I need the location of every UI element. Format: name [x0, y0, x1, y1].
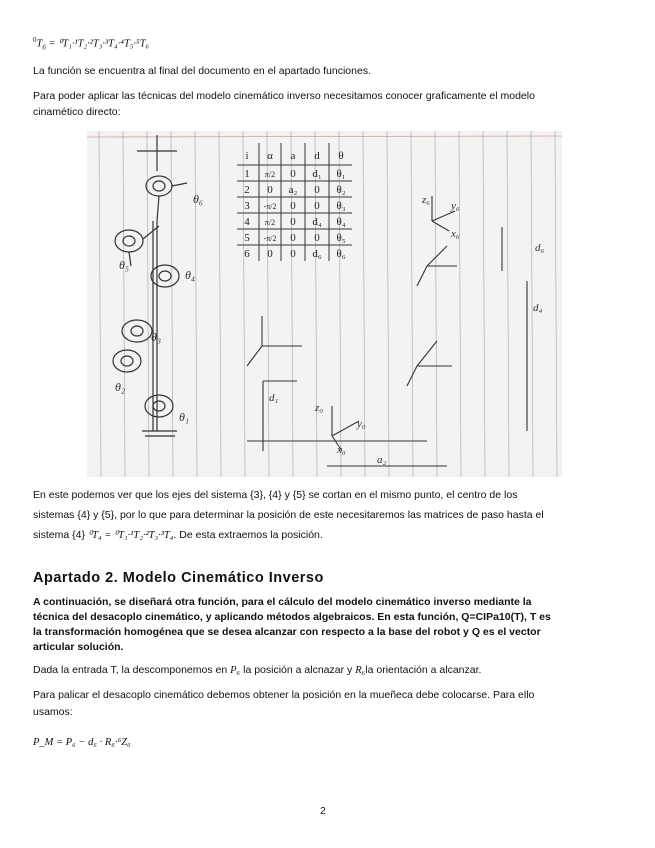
dh-cell: d₆ [312, 248, 322, 260]
math-r6: R₆ [355, 665, 366, 676]
dh-cell: θ₅ [336, 232, 346, 244]
equation-0T4: ⁰T₄ = ⁰T₁·¹T₂·²T₃·³T₄ [87, 530, 174, 541]
paragraph-entrada-post: la orientación a alcanzar. [365, 664, 482, 676]
dh-cell: θ₁ [336, 168, 346, 180]
paragraph-entrada-mid: la posición a alcnazar y [243, 664, 353, 676]
dh-cell: 1 [244, 168, 250, 180]
paragraph-ejes-line2: sistemas {4} y {5}, por lo que para determinar la posición de este necesitaremos las matrices de paso hasta el [33, 509, 544, 521]
paragraph-intro-line2: cinamético directo: [33, 106, 121, 118]
paragraph-desacoplo-line2: usamos: [33, 706, 73, 718]
theta5-label: θ₅ [119, 258, 130, 272]
hand-drawn-sketch-photo [87, 131, 562, 477]
theta4-label: θ₄ [185, 268, 196, 282]
dh-header-theta: θ [338, 150, 344, 162]
theta3-label: θ₃ [151, 330, 162, 344]
equation-0T6: $^0T_6 = ^0T_1\cdot^1T_2\cdot^2T_3\cdot^3T_4\cdot^4T_5\cdot^5T_6$ [33, 36, 150, 52]
bold-paragraph-line1: A continuación, se diseñará otra función, para el cálculo del modelo cinemático inverso mediante la [33, 596, 532, 608]
paragraph-entrada [33, 662, 481, 679]
paragraph-ejes-line3-post: . De esta extraemos la posición. [173, 529, 323, 541]
bold-paragraph-line4: articular solución. [33, 641, 124, 653]
theta2-label: θ₂ [115, 380, 126, 394]
dh-cell: 0 [290, 232, 296, 244]
bold-paragraph-line3: la transformación homogénea que se desea alcanzar con respecto a la base del robot y Q es el vector [33, 626, 541, 638]
paragraph-desacoplo-line1: Para palicar el desacoplo cinemático debemos obtener la posición en la mueñeca debe colocarse. Para ello [33, 689, 535, 701]
dh-cell: a₂ [288, 184, 298, 196]
x6-axis-label: x₆ [451, 228, 460, 240]
paragraph-intro-line1: Para poder aplicar las técnicas del modelo cinemático inverso necesitamos conocer graficamente el modelo [33, 90, 535, 102]
paragraph-funcion: La función se encuentra al final del documento en el apartado funciones. [33, 65, 371, 77]
dh-cell: π/2 [264, 218, 276, 227]
theta1-label: θ₁ [179, 410, 190, 424]
section-title: Apartado 2. Modelo Cinemático Inverso [33, 570, 324, 586]
dh-cell: 0 [290, 216, 296, 228]
dh-cell: 2 [244, 184, 250, 196]
dh-table [237, 143, 352, 261]
dh-cell: π/2 [264, 170, 276, 179]
dh-cell: 0 [314, 232, 320, 244]
paragraph-entrada-pre: Dada la entrada T, la descomponemos en [33, 664, 228, 676]
dh-cell: 0 [290, 200, 296, 212]
dh-cell: -π/2 [263, 202, 277, 211]
dh-cell: 0 [267, 248, 273, 260]
a2-dim-label: a₂ [377, 454, 387, 466]
dh-cell: 0 [314, 200, 320, 212]
dh-header-alpha: α [267, 150, 273, 162]
x0-axis-label: x₀ [337, 444, 346, 456]
dh-cell: 0 [290, 168, 296, 180]
page-number: 2 [320, 805, 326, 817]
dh-header-a: a [290, 150, 296, 162]
y0-axis-label: y₀ [357, 418, 366, 430]
dh-cell: θ₆ [336, 248, 346, 260]
d6-dim-label: d₆ [535, 242, 545, 254]
dh-cell: 4 [244, 216, 250, 228]
z0-axis-label: z₀ [315, 402, 324, 414]
math-p6: P₆ [230, 665, 241, 676]
paragraph-ejes-line3-pre: sistema {4} [33, 529, 85, 541]
dh-cell: 0 [314, 184, 320, 196]
d4-dim-label: d₄ [533, 302, 543, 314]
bold-paragraph-line2: técnica del desacoplo cinemático, y aplicando métodos algebraicos. En esta función, Q=CIPa10(T), T es [33, 611, 551, 623]
z6-axis-label: z₆ [422, 194, 431, 206]
dh-cell: θ₃ [336, 200, 346, 212]
dh-header-i: i [245, 150, 249, 162]
dh-cell: d₁ [312, 168, 322, 180]
dh-cell: θ₂ [336, 184, 346, 196]
dh-cell: 6 [244, 248, 250, 260]
notebook-lines [99, 131, 557, 477]
paragraph-ejes-line1: En este podemos ver que los ejes del sistema {3}, {4} y {5} se cortan en el mismo punto, el centro de los [33, 489, 518, 501]
dh-cell: 0 [267, 184, 273, 196]
equation-pm: P_M = P₆ − d₆ · R₆·⁶Z₆ [33, 737, 131, 748]
dh-cell: -π/2 [263, 234, 277, 243]
paragraph-ejes-line3 [33, 527, 323, 544]
dh-header-d: d [314, 150, 320, 162]
theta6-label: θ₆ [193, 192, 204, 206]
d1-dim-label: d₁ [269, 392, 279, 404]
dh-cell: 3 [244, 200, 250, 212]
y6-axis-label: y₆ [451, 200, 460, 212]
sketch-svg [87, 131, 562, 477]
dh-cell: θ₄ [336, 216, 346, 228]
dh-cell: 5 [244, 232, 250, 244]
dh-cell: 0 [290, 248, 296, 260]
dh-cell: d₄ [312, 216, 322, 228]
